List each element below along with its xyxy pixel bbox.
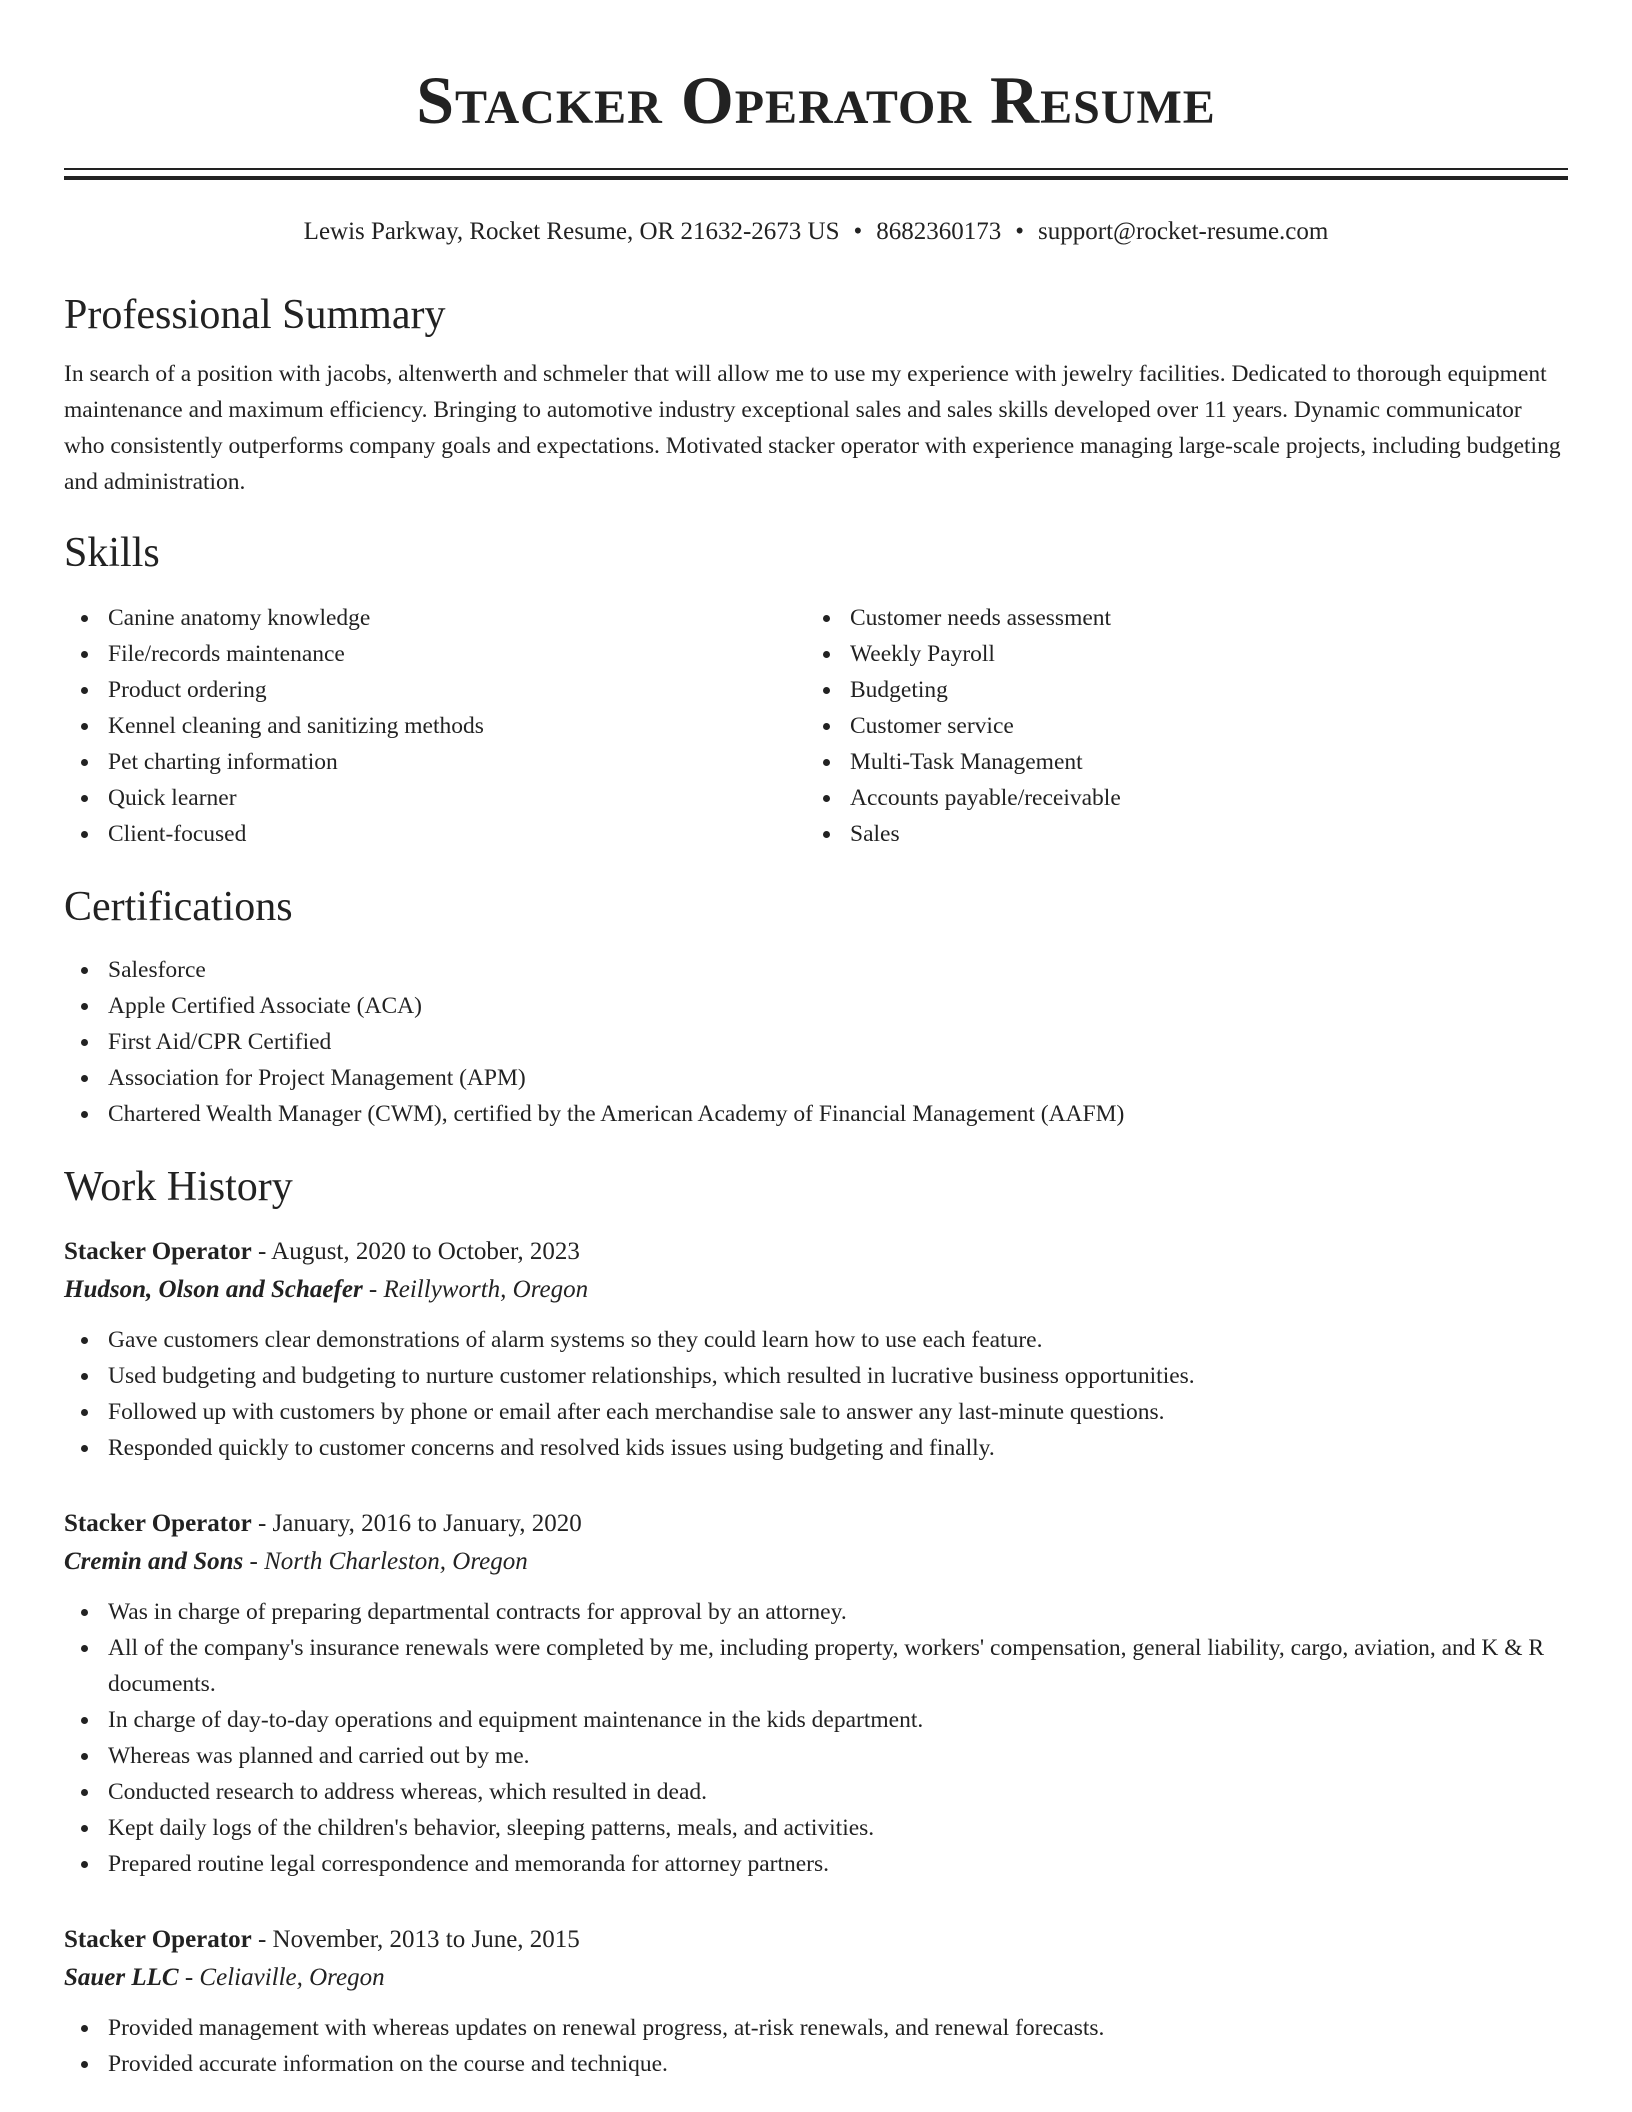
skill-item: Pet charting information [64,744,806,780]
job-entry [64,1506,1568,1882]
job-location: - North Charleston, Oregon [243,1548,528,1575]
job-company-line [64,1958,1568,1998]
certification-item: Association for Project Management (APM) [64,1060,1568,1096]
work-history-heading: Work History [64,1164,293,1210]
skill-item: Multi-Task Management [806,744,1548,780]
skill-item: Product ordering [64,672,806,708]
job-bullet: Prepared routine legal correspondence and memoranda for attorney partners. [64,1846,1568,1882]
skill-item: Weekly Payroll [806,636,1548,672]
job-company: Cremin and Sons [64,1548,244,1575]
job-company: Hudson, Olson and Schaefer [64,1276,363,1303]
skills-list-left [64,600,806,852]
certification-item: Chartered Wealth Manager (CWM), certified by the American Academy of Financial Management (AAFM) [64,1096,1568,1132]
certification-item: Salesforce [64,952,1568,988]
job-location: - Reillyworth, Oregon [362,1276,589,1303]
job-company-line [64,1542,1568,1582]
skill-item: Customer needs assessment [806,600,1548,636]
job-dates: - January, 2016 to January, 2020 [251,1510,582,1537]
contact-separator: • [1015,218,1025,245]
job-title-line [64,1234,1568,1270]
certifications-list [64,952,1568,1132]
contact-address: Lewis Parkway, Rocket Resume, OR 21632-2673 US [303,218,840,245]
skill-item: Client-focused [64,816,806,852]
job-role: Stacker Operator [64,1510,252,1537]
summary-heading: Professional Summary [64,292,446,338]
job-title-line [64,1922,1568,1958]
job-dates: - August, 2020 to October, 2023 [251,1238,580,1265]
job-bullet: In charge of day-to-day operations and equipment maintenance in the kids department. [64,1702,1568,1738]
certifications-heading: Certifications [64,884,293,930]
certification-item: First Aid/CPR Certified [64,1024,1568,1060]
skill-item: Sales [806,816,1548,852]
contact-separator: • [853,218,863,245]
job-bullet: Gave customers clear demonstrations of alarm systems so they could learn how to use each feature. [64,1322,1568,1358]
job-bullet: Whereas was planned and carried out by me. [64,1738,1568,1774]
job-company-line [64,1270,1568,1310]
job-bullet: Used budgeting and budgeting to nurture customer relationships, which resulted in lucrative business opportunities. [64,1358,1568,1394]
job-entry [64,1922,1568,2082]
title-divider-thin [64,168,1568,170]
job-bullet: All of the company's insurance renewals were completed by me, including property, workers' compensation, general liability, cargo, aviation, and K & R documents. [64,1630,1568,1702]
skills-columns [64,600,1568,852]
skills-list-right [806,600,1548,852]
job-bullets [64,2010,1568,2082]
skill-item: Accounts payable/receivable [806,780,1548,816]
resume-title: Stacker Operator Resume [416,62,1216,138]
job-role: Stacker Operator [64,1926,252,1953]
contact-phone: 8682360173 [876,218,1002,245]
job-entry [64,1234,1568,1466]
title-divider-thick [64,176,1568,180]
skills-heading: Skills [64,530,160,576]
skill-item: Customer service [806,708,1548,744]
job-title-line [64,1506,1568,1542]
skill-item: Canine anatomy knowledge [64,600,806,636]
job-role: Stacker Operator [64,1238,252,1265]
contact-email[interactable]: support@rocket-resume.com [1038,218,1329,245]
skill-item: Budgeting [806,672,1548,708]
job-bullet: Provided management with whereas updates on renewal progress, at-risk renewals, and renewal forecasts. [64,2010,1568,2046]
job-bullet: Responded quickly to customer concerns and resolved kids issues using budgeting and finally. [64,1430,1568,1466]
job-location: - Celiaville, Oregon [178,1964,385,1991]
job-bullets [64,1594,1568,1882]
job-bullet: Was in charge of preparing departmental contracts for approval by an attorney. [64,1594,1568,1630]
skill-item: File/records maintenance [64,636,806,672]
contact-line [64,216,1568,248]
job-bullet: Kept daily logs of the children's behavior, sleeping patterns, meals, and activities. [64,1810,1568,1846]
job-bullet: Followed up with customers by phone or email after each merchandise sale to answer any last-minute questions. [64,1394,1568,1430]
summary-text: In search of a position with jacobs, altenwerth and schmeler that will allow me to use my experience with jewelry facilities. Dedicated to thorough equipment maintenance and maximum efficiency. Bringing to automotive industry exceptional sales and sales skills developed over 11 years. Dynamic communicator who consistently outperforms company goals and expectations. Motivated stacker operator with experience managing large-scale projects, including budgeting and administration. [64,361,1561,495]
skill-item: Quick learner [64,780,806,816]
job-bullet: Provided accurate information on the course and technique. [64,2046,1568,2082]
job-company: Sauer LLC [64,1964,179,1991]
skill-item: Kennel cleaning and sanitizing methods [64,708,806,744]
job-dates: - November, 2013 to June, 2015 [251,1926,580,1953]
certification-item: Apple Certified Associate (ACA) [64,988,1568,1024]
job-bullets [64,1322,1568,1466]
job-bullet: Conducted research to address whereas, which resulted in dead. [64,1774,1568,1810]
